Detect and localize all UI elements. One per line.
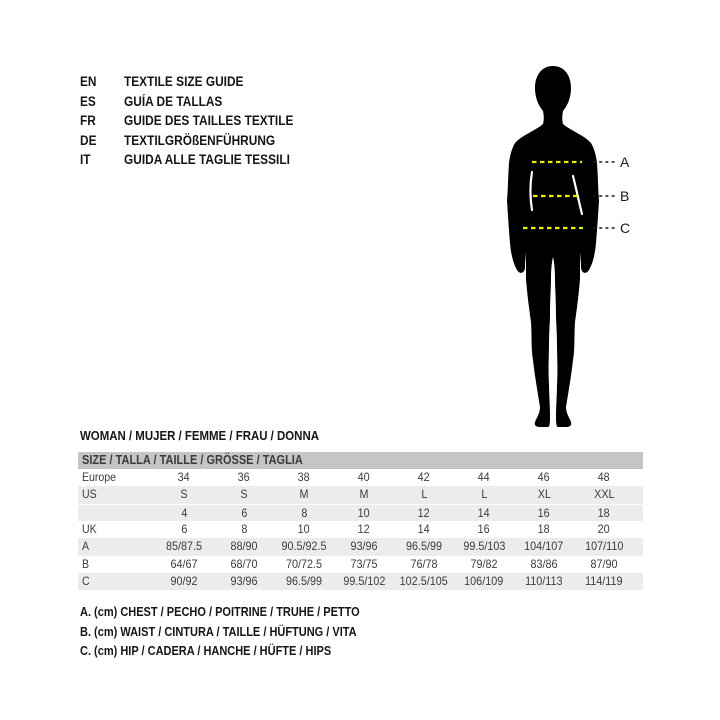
size-value-cell [574, 556, 634, 573]
size-row-label: Europe [82, 470, 117, 484]
size-value-cell [334, 469, 394, 486]
size-value-cell [214, 556, 274, 573]
size-value-cell [514, 521, 574, 538]
size-value: 83/86 [530, 556, 558, 571]
size-value-cell [214, 521, 274, 538]
size-value: 8 [240, 521, 248, 536]
size-value-cell [154, 469, 214, 486]
size-value: 16 [537, 505, 551, 520]
size-value-cell [154, 538, 214, 555]
measurement-figure [440, 60, 675, 435]
size-row-label-cell [78, 556, 154, 573]
size-value-cell [574, 486, 634, 503]
size-value-cell [454, 469, 514, 486]
size-value-cell [394, 486, 454, 503]
size-value: 85/87.5 [165, 539, 203, 554]
language-code: DE [80, 132, 97, 148]
size-value: 102.5/105 [399, 573, 449, 588]
size-table-row [78, 573, 643, 590]
size-row-label-cell [78, 469, 154, 486]
language-row [80, 111, 317, 131]
size-value-cell [274, 521, 334, 538]
size-value: 40 [357, 470, 371, 484]
size-value: 6 [180, 521, 188, 536]
size-value-cell [154, 486, 214, 503]
size-value: S [240, 487, 248, 502]
language-title: TEXTILGRÖßENFÜHRUNG [124, 132, 276, 148]
measurement-note-text: B. (cm) WAIST / CINTURA / TAILLE / HÜFTUNG / VITA [80, 624, 357, 639]
size-table-body [78, 469, 643, 590]
size-value: 90.5/92.5 [281, 539, 327, 554]
size-value: 16 [477, 521, 491, 536]
size-value: 76/78 [410, 556, 438, 571]
measurement-note [80, 623, 398, 643]
size-value: XXL [593, 487, 615, 502]
size-table-row [78, 538, 643, 555]
size-value: 93/96 [230, 573, 258, 588]
size-value-cell [514, 486, 574, 503]
size-value-cell [394, 538, 454, 555]
size-value: 79/82 [470, 556, 498, 571]
size-value-cell [394, 573, 454, 590]
size-table-row [78, 504, 643, 521]
language-code: EN [80, 74, 97, 89]
size-row-label-cell [78, 505, 154, 521]
size-value-cell [154, 505, 214, 521]
size-value: 12 [417, 505, 431, 520]
size-value-cell [454, 538, 514, 555]
size-row-label-cell [78, 486, 154, 503]
size-row-label: A [82, 539, 90, 554]
size-value: 34 [177, 470, 191, 484]
size-table-header-text: SIZE / TALLA / TAILLE / GRÖSSE / TAGLIA [82, 453, 303, 467]
size-value-cell [334, 505, 394, 521]
table-title-text: WOMAN / MUJER / FEMME / FRAU / DONNA [80, 428, 319, 443]
size-value: 14 [477, 505, 491, 520]
size-value: 107/110 [584, 539, 624, 554]
size-value: 68/70 [230, 556, 258, 571]
size-value-cell [334, 538, 394, 555]
size-row-label: UK [82, 521, 97, 536]
silhouette-body [507, 66, 599, 427]
measurement-note-text: A. (cm) CHEST / PECHO / POITRINE / TRUHE / PETTO [80, 605, 360, 619]
size-value: 46 [537, 470, 551, 484]
size-value-cell [334, 521, 394, 538]
size-table-header [78, 452, 643, 469]
size-value-cell [514, 538, 574, 555]
size-value: 42 [417, 470, 431, 484]
size-value-cell [214, 538, 274, 555]
measurement-notes [80, 603, 398, 662]
size-value: 48 [597, 470, 611, 484]
size-value-cell [514, 505, 574, 521]
size-value: L [420, 487, 428, 502]
size-value-cell [574, 538, 634, 555]
size-value-cell [334, 556, 394, 573]
size-value: 44 [477, 470, 491, 484]
size-value-cell [454, 573, 514, 590]
language-code: FR [80, 113, 96, 128]
size-value: 14 [417, 521, 431, 536]
size-table [78, 452, 643, 590]
size-value: XL [537, 487, 551, 502]
woman-silhouette [440, 60, 675, 435]
size-value: 114/119 [585, 573, 623, 588]
size-value-cell [274, 505, 334, 521]
size-value-cell [394, 469, 454, 486]
language-row [80, 72, 317, 92]
size-value: 93/96 [350, 539, 378, 554]
size-value: 88/90 [230, 539, 258, 554]
size-value-cell [514, 469, 574, 486]
size-value: 10 [357, 505, 371, 520]
size-value-cell [574, 469, 634, 486]
size-value: 8 [300, 505, 308, 520]
language-row [80, 92, 317, 112]
table-title [80, 428, 352, 443]
size-value-cell [574, 521, 634, 538]
size-value: 104/107 [524, 539, 564, 554]
size-value: 38 [297, 470, 311, 484]
size-value-cell [514, 573, 574, 590]
size-value-cell [574, 573, 634, 590]
measurement-note [80, 642, 398, 662]
size-value-cell [274, 573, 334, 590]
language-guide [80, 72, 317, 170]
size-value: M [359, 487, 369, 502]
size-value-cell [454, 505, 514, 521]
measure-marker-label: A [620, 154, 630, 170]
size-row-label-cell [78, 538, 154, 555]
size-value: 90/92 [170, 573, 198, 588]
size-value-cell [394, 505, 454, 521]
size-value-cell [274, 556, 334, 573]
size-value-cell [274, 486, 334, 503]
size-value: 99.5/103 [462, 539, 506, 554]
size-value-cell [154, 573, 214, 590]
size-table-row [78, 556, 643, 573]
size-value: 36 [237, 470, 251, 484]
size-value-cell [454, 521, 514, 538]
size-value: 18 [597, 505, 611, 520]
size-value: 73/75 [350, 556, 378, 571]
size-value-cell [454, 556, 514, 573]
size-value: 87/90 [590, 556, 618, 571]
size-value-cell [214, 573, 274, 590]
size-value: 18 [537, 521, 551, 536]
size-value-cell [154, 556, 214, 573]
size-value-cell [274, 469, 334, 486]
language-title: GUÍA DE TALLAS [124, 93, 223, 109]
size-value: 10 [297, 521, 311, 536]
size-value-cell [154, 521, 214, 538]
size-row-label: US [82, 487, 97, 502]
size-value-cell [274, 538, 334, 555]
size-value: 96.5/99 [285, 573, 323, 588]
size-value: 110/113 [525, 573, 563, 588]
measure-marker-label: B [620, 188, 630, 204]
size-value-cell [334, 486, 394, 503]
size-value: 106/109 [464, 573, 504, 588]
size-table-row [78, 521, 643, 538]
size-value-cell [214, 469, 274, 486]
size-value: 99.5/102 [342, 573, 386, 588]
language-code: IT [80, 152, 91, 167]
language-title: TEXTILE SIZE GUIDE [124, 74, 244, 89]
size-value-cell [574, 505, 634, 521]
size-value-cell [394, 521, 454, 538]
language-code: ES [80, 93, 96, 109]
size-row-label-cell [78, 521, 154, 538]
size-value-cell [514, 556, 574, 573]
size-value-cell [334, 573, 394, 590]
size-row-label: B [82, 556, 90, 571]
language-row [80, 131, 317, 151]
language-title: GUIDE DES TAILLES TEXTILE [124, 113, 294, 128]
size-value: S [180, 487, 188, 502]
size-table-row [78, 469, 643, 486]
size-value: 4 [180, 505, 188, 520]
measurement-note [80, 603, 398, 623]
size-value: 96.5/99 [405, 539, 443, 554]
size-value: 6 [240, 505, 248, 520]
measure-marker-label: C [620, 220, 631, 236]
size-value-cell [214, 505, 274, 521]
size-row-label-cell [78, 573, 154, 590]
size-value: 12 [357, 521, 371, 536]
size-value: M [299, 487, 309, 502]
size-table-row [78, 486, 643, 503]
size-value-cell [214, 486, 274, 503]
measurement-note-text: C. (cm) HIP / CADERA / HANCHE / HÜFTE / HIPS [80, 644, 332, 658]
language-title: GUIDA ALLE TAGLIE TESSILI [124, 152, 290, 167]
size-value: L [480, 487, 488, 502]
size-value: 64/67 [170, 556, 198, 571]
size-row-label: C [82, 573, 90, 588]
language-row [80, 150, 317, 170]
size-value-cell [394, 556, 454, 573]
size-value: 20 [597, 521, 611, 536]
size-value: 70/72.5 [285, 556, 323, 571]
size-value-cell [454, 486, 514, 503]
